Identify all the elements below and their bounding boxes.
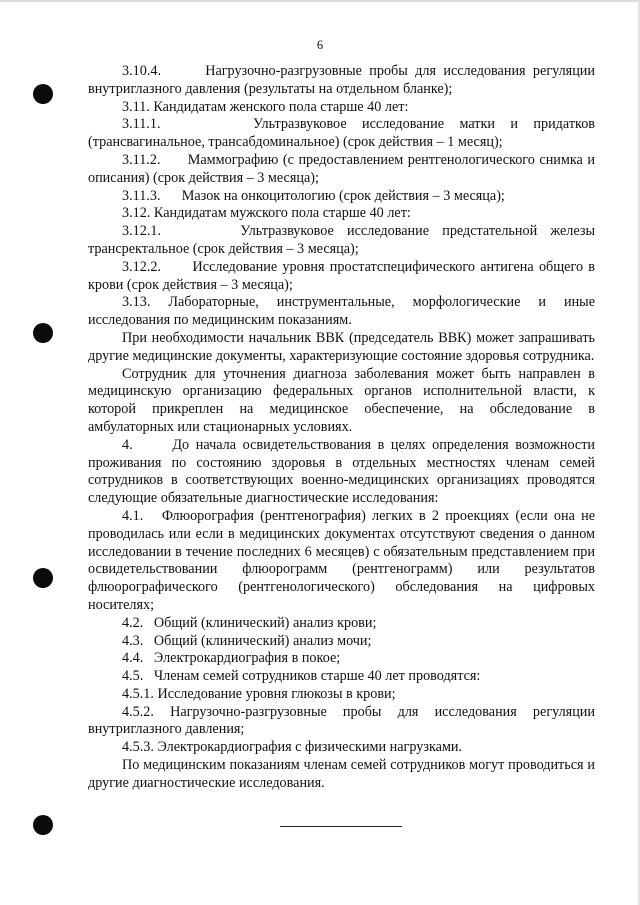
punch-hole: [33, 84, 53, 104]
paragraph-4-3: 4.3. Общий (клинический) анализ мочи;: [122, 632, 372, 649]
paragraph-3-13: 3.13. Лабораторные, инструментальные, морфологические и иные исследования по медицинским показаниям.: [88, 294, 595, 329]
paragraph-3-11-1: 3.11.1. Ультразвуковое исследование матки и придатков (трансвагинальное, трансабдоминальное) (срок действия – 1 месяц);: [88, 116, 595, 151]
paragraph-closing: По медицинским показаниям членам семей сотрудников могут проводиться и другие диагностические исследования.: [88, 757, 595, 791]
paragraph-4-4: 4.4. Электрокардиография в покое;: [122, 650, 341, 667]
paragraph-4-5: 4.5. Членам семей сотрудников старше 40 лет проводятся:: [122, 668, 481, 685]
paragraph-4-5-1: 4.5.1. Исследование уровня глюкозы в крови;: [122, 685, 396, 702]
paragraph-3-11-2: 3.11.2. Маммографию (с предоставлением рентгенологического снимка и описания) (срок действия – 3 месяца);: [88, 151, 595, 186]
paragraph-4-5-3: 4.5.3. Электрокардиография с физическими нагрузками.: [122, 739, 463, 756]
end-divider: [280, 826, 402, 827]
document-body: [88, 63, 595, 793]
page-number: 6: [316, 38, 324, 52]
scan-top-edge: [0, 0, 640, 2]
paragraph-referral: Сотрудник для уточнения диагноза заболевания может быть направлен в медицинскую организацию федеральных органов исполнительной власти, к которой прикреплен на медицинское обеспечение, на обследование в амбулаторных или стационарных условиях.: [88, 365, 595, 435]
paragraph-3-12-1: 3.12.1. Ультразвуковое исследование предстательной железы трансректальное (срок действия – 3 месяца);: [88, 223, 595, 257]
paragraph-vvk-request: При необходимости начальник ВВК (председатель ВВК) может запрашивать другие медицинские документы, характеризующие состояние здоровья сотрудника.: [88, 329, 595, 364]
paragraph-3-12-2: 3.12.2. Исследование уровня простатспецифического антигена общего в крови (срок действия – 3 месяца);: [88, 258, 595, 293]
paragraph-4-5-2: 4.5.2. Нагрузочно-разгрузовные пробы для исследования регуляции внутриглазного давления;: [88, 703, 595, 738]
paragraph-3-10-4: 3.10.4. Нагрузочно-разгрузовные пробы для исследования регуляции внутриглазного давления (результаты на отдельном бланке);: [88, 63, 595, 97]
paragraph-4-1: 4.1. Флюорография (рентгенография) легких в 2 проекциях (если она не проводилась или если в медицинских документах отсутствуют сведения о данном исследовании в течение последних 6 месяцев) с обязательным представлением при освидетельствовании флюорограмм (рентгенограмм) или результатов флюорографического (рентгенологического) обследования на цифровых носителях;: [88, 507, 595, 613]
punch-hole: [33, 568, 53, 588]
punch-hole: [33, 323, 53, 343]
paragraph-4-2: 4.2. Общий (клинический) анализ крови;: [122, 614, 377, 631]
paragraph-3-11: 3.11. Кандидатам женского пола старше 40 лет:: [122, 98, 409, 115]
paragraph-3-12: 3.12. Кандидатам мужского пола старше 40 лет:: [122, 205, 411, 222]
paragraph-3-11-3: 3.11.3. Мазок на онкоцитологию (срок действия – 3 месяца);: [122, 187, 505, 204]
punch-hole: [33, 815, 53, 835]
paragraph-4: 4. До начала освидетельствования в целях определения возможности проживания по состоянию здоровья в отдельных местностях членам семей сотрудников в соответствующих военно-медицинских организациях проводятся следующие обязательные диагностические исследования:: [88, 436, 595, 507]
